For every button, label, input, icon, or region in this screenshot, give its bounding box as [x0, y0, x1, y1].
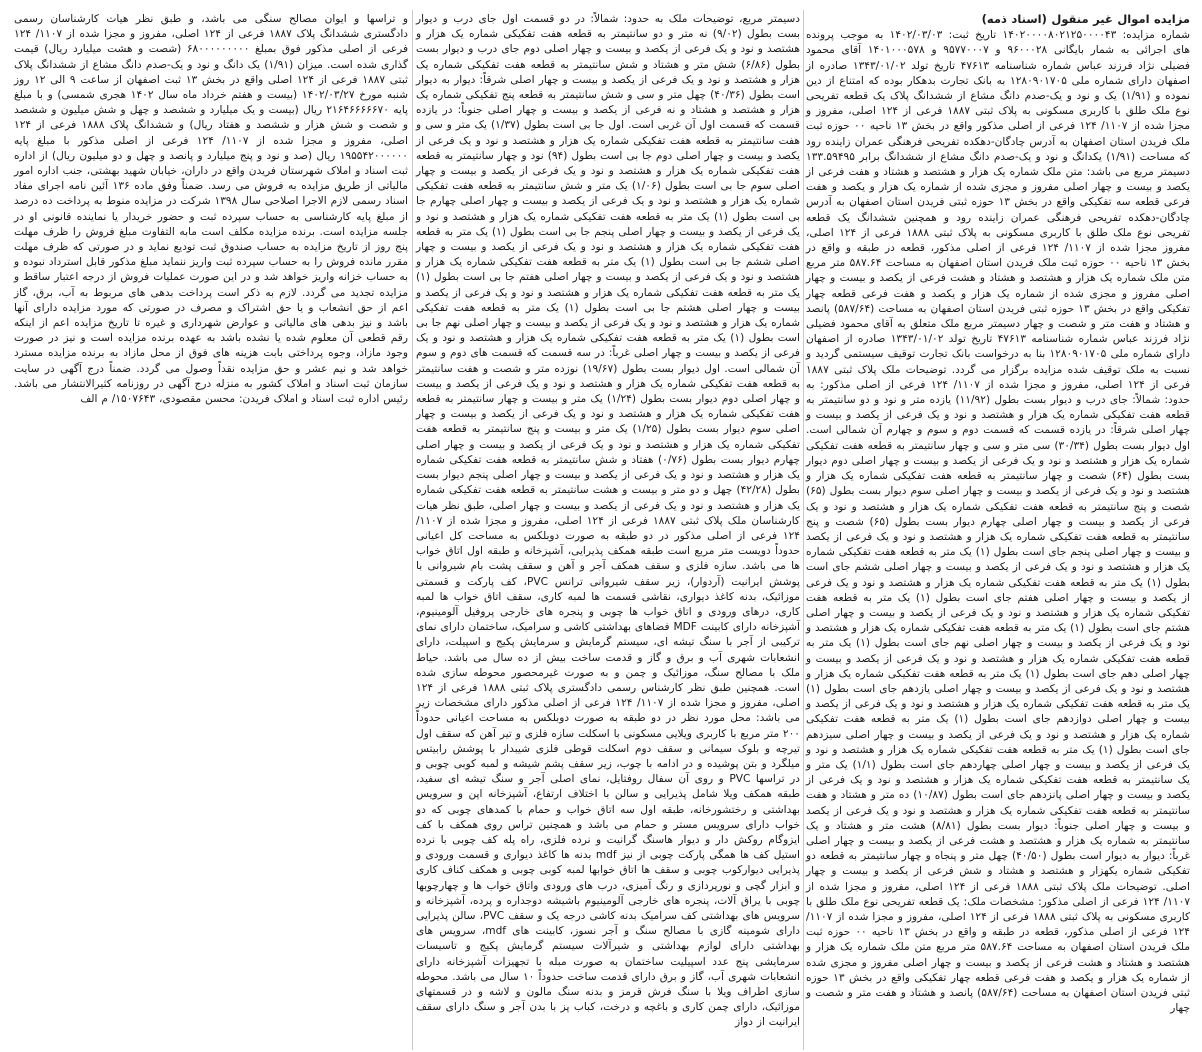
column-divider: [412, 10, 413, 1050]
column-3-body: و تراسها و ایوان مصالح سنگی می باشد، و طبق نظر هیات کارشناسان رسمی دادگستری ششدانگ پلاک ۱۸۸۷ فرعی از ۱۲۴ اصلی، مفروز و مجزا شده از ۱۱۰۷/ ۱۲۴ فرعی از اصلی مذکور فوق بمبلغ ۶۸۰۰۰۰۰۰۰۰۰ (شصت و هشت میلیارد ریال) قیمت گذاری شده است. میزان (۱/۹۱) یک دانگ و نود و یک-صدم دانگ مشاع از ششدانگ پلاک ثبتی ۱۸۸۷ فرعی از ۱۲۴ اصلی واقع در بخش ۱۳ ثبت اصفهان از ساعت ۹ الی ۱۲ روز شنبه مورخ ۱۴۰۲/۰۳/۲۷ (بیست و هفتم خرداد ماه سال ۱۴۰۲ هجری شمسی) و با مبلغ پایه ۲۱۶۴۶۶۶۶۶۷۰ ریال (بیست و یک میلیارد و ششصد و چهل و شش میلیون و ششصد و شصت و شش هزار و ششصد و هفتاد ریال) و ششدانگ پلاک ۱۸۸۸ فرعی از ۱۲۴ اصلی، مفروز و مجزا شده از ۱۱۰۷/ ۱۲۴ فرعی از اصلی مذکور با مبلغ پایه ۱۹۵۵۴۲۰۰۰۰۰۰ ریال (صد و نود و پنج میلیارد و پانصد و چهل و دو میلیون ریال) از اداره ثبت اسناد و املاک شهرستان فریدن واقع در داران، خیابان شهید بهشتی، جنب اداره امور مالیاتی از طریق مزایده به فروش می رسد. ضمناً وفق ماده ۱۳۶ آئین نامه اجرای مفاد اسناد رسمی لازم الاجرا اصلاحی سال ۱۳۹۸ شرکت در مزایده منوط به پرداخت ده درصد از مبلغ پایه کارشناسی به حساب سپرده ثبت و حضور خریدار یا نماینده قانونی او در جلسه مزایده است. برنده مزایده مکلف است مابه التفاوت مبلغ فروش را ظرف مهلت پنج روز از تاریخ مزایده به حساب صندوق ثبت تودیع نماید و در صورتی که ظرف مهلت مقرر مانده فروش را به حساب سپرده ثبت واریز ننماید مبلغ مذکور قابل استرداد نبوده و به حساب خزانه واریز خواهد شد و در این صورت عملیات فروش از درجه اعتبار ساقط و مزایده تجدید می گردد. لازم به ذکر است پرداخت بدهی های مربوط به آب، برق، گاز اعم از حق انشعاب و یا حق اشتراک و مصرف در صورتی که مورد مزایده دارای آنها باشد و نیز بدهی های مالیاتی و عوارض شهرداری و غیره تا تاریخ مزایده اعم از اینکه رقم قطعی آن معلوم شده یا نشده باشد به عهده برنده مزایده است و نیز در صورت وجود مازاد، وجوه پرداختی بابت هزینه های فوق از محل مازاد به برنده مزایده مسترد خواهد شد و نیم عشر و حق مزایده نقداً وصول می گردد. ضمناً درج آگهی در سایت سازمان ثبت اسناد و املاک کشور به منزله درج آگهی در روزنامه کثیرالانتشار می باشد. رئیس اداره ثبت اسناد و املاک فریدن: محسن مقصودی، ۱۵۰۷۶۴۳/ م الف: [14, 13, 409, 406]
column-divider: [803, 10, 804, 1050]
column-2-body: دسیمتر مربع، توضیحات ملک به حدود: شمالاً: در دو قسمت اول جای درب و دیوار بست بطول (۹/۰۲) نه متر و دو سانتیمتر به قطعه هفت تفکیکی شماره یک هزار و هشتصد و نود و یک فرعی از یکصد و بیست و چهار اصلی دوم جای درب و دیوار بست بطول (۶/۸۶) شش متر و هشتاد و شش سانتیمتر به قطعه هفت تفکیکی شماره یک هزار و هشتصد و نود و یک فرعی از یکصد و بیست و چهار اصلی شرقاً: دیوار به دیوار است بطول (۴۰/۳۶) چهل متر و سی و شش سانتیمتر به قطعه پنج تفکیکی شماره یک هزار و هشتصد و هشتاد و نه فرعی از یکصد و بیست و چهار اصلی جنوباً: در یازده قسمت که قسمت اول آن غربی است. اول جا بی است بطول (۱/۳۷) یک متر و سی و هفت سانتیمتر به قطعه هفت تفکیکی شماره یک هزار و هشتصد و نود و یک فرعی از یکصد و بیست و چهار اصلی دوم جا بی است بطول (۹۴) نود و چهار سانتیمتر به قطعه هفت تفکیکی شماره یک هزار و هشتصد و نود و یک فرعی از یکصد و بیست و چهار اصلی سوم جا بی است بطول (۱/۰۶) یک متر و شش سانتیمتر به قطعه هفت تفکیکی شماره یک هزار و هشتصد و نود و یک فرعی از یکصد و بیست و چهار اصلی چهارم جا بی است بطول (۱) یک متر به قطعه هفت تفکیکی شماره یک هزار و هشتصد و نود و یک فرعی از یکصد و بیست و چهار اصلی پنجم جا بی است بطول (۱) یک متر به قطعه هفت تفکیکی شماره یک هزار و هشتصد و نود و یک فرعی از یکصد و بیست و چهار اصلی ششم جا بی است بطول (۱) یک متر به قطعه هفت تفکیکی شماره یک هزار و هشتصد و نود و یک فرعی از یکصد و بیست و چهار اصلی هفتم جا بی است بطول (۱) یک متر به قطعه هفت تفکیکی شماره یک هزار و هشتصد و نود و یک فرعی از یکصد و بیست و چهار اصلی هشتم جا بی است بطول (۱) یک متر به قطعه هفت تفکیکی شماره یک هزار و هشتصد و نود و یک فرعی از یکصد و بیست و چهار اصلی نهم جا بی است بطول (۱) یک متر به قطعه هفت تفکیکی شماره یک هزار و هشتصد و نود و یک فرعی از یکصد و بیست و چهار اصلی غرباً: در سه قسمت که قسمت های دوم و سوم آن شمالی است. اول دیوار بست بطول (۱۹/۶۷) نوزده متر و شصت و هفت سانتیمتر به قطعه هفت تفکیکی شماره یک هزار و هشتصد و نود و یک فرعی از یکصد و بیست و چهار اصلی دوم دیوار بست بطول (۱/۲۴) یک متر و بیست و چهار سانتیمتر به قطعه هفت تفکیکی شماره یک هزار و هشتصد و نود و یک فرعی از یکصد و بیست و چهار اصلی سوم دیوار بست بطول (۱/۲۵) یک متر و بیست و پنج سانتیمتر به قطعه هفت تفکیکی شماره یک هزار و هشتصد و نود و یک فرعی از یکصد و بیست و چهار اصلی چهارم دیوار بست بطول (۰/۷۶) هفتاد و شش سانتیمتر به قطعه هفت تفکیکی شماره یک هزار و هشتصد و نود و یک فرعی از یکصد و بیست و چهار اصلی پنجم دیوار بست بطول (۴۲/۲۸) چهل و دو متر و بیست و هشت سانتیمتر به قطعه هفت تفکیکی شماره یک هزار و هشتصد و نود و یک فرعی از یکصد و بیست و چهار اصلی، طبق نظر هیات کارشناسان ملک پلاک ثبتی ۱۸۸۷ فرعی از ۱۲۴ اصلی، مفروز و مجزا شده از ۱۱۰۷/ ۱۲۴ فرعی از اصلی مذکور در دو طبقه به صورت دوبلکس به مساحت کل اعیانی حدوداً دویست متر مربع است طبقه همکف پذیرایی، آشپزخانه و طبقه اول اتاق خواب ها می باشد. سازه فلزی و سقف همکف آجر و آهن و سقف پشت بام شیروانی با پوشش ایرانیت (آردوار)، زیر سقف شیروانی ترانس PVC، کف پارکت و قسمتی موزائیک، بدنه کاغذ دیواری، نقاشی قسمت ها لمبه کاری، سقف اتاق خواب ها لمبه کاری، درهای ورودی و اتاق خواب ها چوبی و پنجره های خارجی پروفیل آلومینیوم، آشپزخانه دارای کابینت MDF فضاهای بهداشتی کاشی و سرامیک، ساختمان دارای نمای ترکیبی از آجر با سنگ تیشه ای، سیستم گرمایش و سرمایش پکیج و اسپیلت، دارای انشعابات شهری آب و برق و گاز و قدمت ساخت بیش از ده سال می باشد. حیاط ملک با مصالح سنگ، موزائیک و چمن و به صورت غیرمحصور محوطه سازی شده است. همچنین طبق نظر کارشناس رسمی دادگستری پلاک ثبتی ۱۸۸۸ فرعی از ۱۲۴ اصلی، مفروز و مجزا شده از ۱۱۰۷/ ۱۲۴ فرعی از اصلی مذکور دارای مشخصات زیر می باشد: محل مورد نظر در دو طبقه به صورت دوبلکس به مساحت اعیانی حدوداً ۲۰۰ متر مربع با کاربری ویلایی مسکونی با اسکلت سازه فلزی و تیر آهن که سقف اول تیرچه و بلوک سیمانی و سقف دوم اسکلت قوطی فلزی شیبدار با پوشش رابیتس میلگرد و بتن پوشیده و در ادامه با چوب، زیر سقف پشم شیشه و لمبه کوبی چوبی و در تراسها PVC و روی آن سفال روفتایل، نمای اصلی آجر و سنگ تیشه ای سفید، طبقه همکف ویلا شامل پذیرایی و سالن با اختلاف ارتفاع، آشپزخانه اپن و سرویس بهداشتی و رختشورخانه، طبقه اول سه اتاق خواب و حمام با کمدهای چوبی که دو خواب دارای سرویس مستر و حمام می باشد و همچنین تراس روی همکف با کف ایزوگام روکش دار و دیوار هاسنگ گرانیت و نرده فلزی، راه پله کف چوبی با نرده استیل کف ها همگی پارکت چوبی از نیز mdf بدنه ها کاغذ دیواری و قسمت ورودی و پذیرایی دیوارکوب چوبی و سقف ها اتاق خوابها لمبه کوبی چوبی و همکف کناف کاری و ابزار گچی و نورپردازی و رنگ آمیزی، درب های ورودی واتاق خواب ها و چهارچوبها چوبی با یراق آلات، پنجره های خارجی آلومینیوم باشیشه دوجداره و پرده، آشپزخانه و سرویس های بهداشتی کف سرامیک بدنه کاشی درجه یک و سقف PVC، سالن پذیرایی دارای شومینه گازی با مصالح سنگ و آجر نسوز، کابینت های mdf، سرویس های بهداشتی دارای لوازم بهداشتی و شیرآلات سیستم گرمایش پکیج و تاسیسات سرمایشی پنج عدد اسپیلیت ساختمان به صورت مبله با تجهیزات آشپزخانه دارای انشعابات شهری آب، گاز و برق دارای قدمت ساخت حدوداً ۱۰ سال می باشد. محوطه سازی اطراف ویلا با سنگ فرش قرمز و بدنه سنگ مالون و لاشه و در قسمتهای موزائیک، دارای چمن کاری و باغچه و درخت، کباب پز با بدن آجر و سنگ دارای سقف ایرانیت از دواز: [416, 13, 801, 1029]
notice-title: مزایده اموال غیر منقول (اسناد ذمه): [981, 12, 1190, 26]
text-column-3: [14, 12, 409, 406]
text-column-2: [416, 12, 800, 1048]
column-1-body: شماره مزایده: ۱۴۰۲۰۰۰۰۸۰۲۱۲۵۰۰۰۰۴۳ تاریخ ثبت: ۱۴۰۲/۰۳/۰۳ به موجب پرونده های اجرائی به شمار بایگانی ۹۶۰۰۰۲۸ و ۹۵۷۷۰۰۰۷ و ۱۴۰۱۰۰۰۵۷۸ آقای محمود فضیلی نژاد فرزند عباس شماره شناسنامه ۴۷۶۱۳ تاریخ تولد ۱۳۴۳/۰۱/۰۲ صادره از اصفهان دارای شماره ملی ۱۲۸۰۹۰۱۷۰۵ به بانک تجارت بدهکار بوده که امتناع از دین نموده و (۱/۹۱) یک و نود و یک-صدم دانگ مشاع از ششدانگ پلاک یک قطعه تفریحی نوع ملک طلق با کاربری مسکونی به پلاک ثبتی ۱۸۸۷ فرعی از ۱۲۴ اصلی، مفروز و مجزا شده از ۱۱۰۷/ ۱۲۴ فرعی از اصلی مذکور واقع در بخش ۱۳ ناحیه ۰۰ حوزه ثبت ملک فریدن استان اصفهان به آدرس چادگان-دهکده تفریحی فرهنگی عمران زاینده رود که مساحت (۱/۹۱) یکدانگ و نود و یک-صدم دانگ مشاع از ششدانگ برابر ۱۳۳.۵۹۴۹۵ دسیمتر مربع می باشد: متن ملک شماره یک هزار و هشتصد و هشتاد و هفت فرعی از یکصد و بیست و چهار اصلی مفروز و مجزی شده از شماره یک هزار و یکصد و هفت فرعی قطعه سه تفکیکی واقع در بخش ۱۳ حوزه ثبتی فریدن استان اصفهان به آدرس چادگان-دهکده تفریحی فرهنگی عمران زاینده رود و همچنین ششدانگ یک قطعه تفریحی نوع ملک طلق با کاربری مسکونی به پلاک ثبتی ۱۸۸۸ فرعی از ۱۲۴ اصلی، مفروز مجزا شده از ۱۱۰۷/ ۱۲۴ فرعی از اصلی مذکور، قطعه در طبقه و واقع در بخش ۱۳ ناحیه ۰۰ حوزه ثبت ملک فریدن استان اصفهان به مساحت ۵۸۷.۶۴ متر مربع متن ملک شماره یک هزار و هشتصد و هشتاد و هشت فرعی از یکصد و بیست و چهار اصلی مفروز و مجزی شده از شماره یک هزار و یکصد و هفت فرعی قطعه چهار تفکیکی واقع در بخش ۱۳ حوزه ثبتی فریدن استان اصفهان به مساحت (۵۸۷/۶۴) پانصد و هشتاد و هفت متر و شصت و چهار دسیمتر مربع ملک متعلق به آقای محمود فضیلی نژاد فرزند عباس شماره شناسنامه ۴۷۶۱۳ تاریخ تولد ۱۳۴۳/۰۱/۰۲ صادره از اصفهان دارای شماره ملی ۱۲۸۰۹۰۱۷۰۵ بنا به درخواست بانک تجارت توقیف سیستمی گردید و نسبت به ملک توقیف شده مزایده برگزار می گردد. توضیحات ملک پلاک ثبتی ۱۸۸۷ فرعی از ۱۲۴ اصلی، مفروز و مجزا شده از ۱۱۰۷/ ۱۲۴ فرعی از اصلی مذکور: به حدود: شمالاً: جای درب و دیوار بست بطول (۱۱/۹۲) یازده متر و نود و دو سانتیمتر به قطعه هفت تفکیکی شماره یک هزار و هشتصد و نود و یک فرعی از یکصد و بیست و چهار اصلی شرقاً: در یازده قسمت که قسمت دوم و سوم و چهارم آن شمالی است. اول دیوار بست بطول (۳۰/۳۴) سی متر و سی و چهار سانتیمتر به قطعه هفت تفکیکی شماره یک هزار و هشتصد و نود و یک فرعی از یکصد و بیست و چهار اصلی دوم دیوار بست بطول (۶۴) شصت و چهار سانتیمتر به قطعه هفت تفکیکی شماره یک هزار و هشتصد و نود و یک فرعی از یکصد و بیست و چهار اصلی سوم دیوار بست بطول (۶۵) شصت و پنج سانتیمتر به قطعه هفت تفکیکی شماره یک هزار و هشتصد و نود و یک فرعی از یکصد و بیست و چهار اصلی چهارم دیوار بست بطول (۶۵) شصت و پنج سانتیمتر به قطعه هفت تفکیکی شماره یک هزار و هشتصد و نود و یک فرعی از یکصد و بیست و چهار اصلی پنجم جای است بطول (۱) یک متر به قطعه هفت تفکیکی شماره یک هزار و هشتصد و نود و یک فرعی از یکصد و بیست و چهار اصلی ششم جای است بطول (۱) یک متر به قطعه هفت تفکیکی شماره یک هزار و هشتصد و نود و یک فرعی از یکصد و بیست و چهار اصلی هفتم جای است بطول (۱) یک متر به قطعه هفت تفکیکی شماره یک هزار و هشتصد و نود و یک فرعی از یکصد و بیست و چهار اصلی هشتم جای است بطول (۱) یک متر به قطعه هفت تفکیکی شماره یک هزار و هشتصد و نود و یک فرعی از یکصد و بیست و چهار اصلی نهم جای است بطول (۱) یک متر به قطعه هفت تفکیکی شماره یک هزار و هشتصد و نود و یک فرعی از یکصد و بیست و چهار اصلی دهم جای است بطول (۱) یک متر به قطعه هفت تفکیکی شماره یک هزار و هشتصد و نود و یک فرعی از یکصد و بیست و چهار اصلی یازدهم جای است بطول (۱) یک متر به قطعه هفت تفکیکی شماره یک هزار و هشتصد و نود و یک فرعی از یکصد و بیست و چهار اصلی دوازدهم جای است بطول (۱) یک متر به قطعه هفت تفکیکی شماره یک هزار و هشتصد و نود و یک فرعی از یکصد و بیست و چهار اصلی سیزدهم جای است بطول (۱) یک متر به قطعه هفت تفکیکی شماره یک هزار و هشتصد و نود و یک فرعی از یکصد و بیست و چهار اصلی چهاردهم جای است بطول (۱/۱) یک متر و یک سانتیمتر به قطعه هفت تفکیکی شماره یک هزار و هشتصد و نود و یک فرعی از یکصد و بیست و چهار اصلی پانزدهم جای است بطول (۱۰/۸۷) ده متر و هشتاد و هفت سانتیمتر به قطعه هفت تفکیکی شماره یک هزار و هشتصد و نود و یک فرعی از یکصد و بیست و چهار اصلی جنوباً: دیوار بست بطول (۸/۸۱) هشت متر و هشتاد و یک سانتیمتر به شماره یک هزار و هشتصد و هشت فرعی از یکصد و بیست و چهار اصلی غرباً: دیوار به دیوار است بطول (۴۰/۵۰) چهل متر و پنجاه و چهار سانتیمتر به قطعه دو تفکیکی شماره یکهزار و هشتصد و هشتاد و شش فرعی از یکصد و بیست و چهار اصلی. توضیحات ملک پلاک ثبتی ۱۸۸۸ فرعی از ۱۲۴ اصلی، مفروز و مجزا شده از ۱۱۰۷/ ۱۲۴ فرعی از اصلی مذکور: مشخصات ملک: یک قطعه تفریحی نوع ملک طلق با کاربری مسکونی به پلاک ثبتی ۱۸۸۸ فرعی از ۱۲۴ اصلی، مفروز و مجزا شده از ۱۱۰۷/ ۱۲۴ فرعی از اصلی مذکور، قطعه در طبقه و واقع در بخش ۱۳ ناحیه ۰۰ حوزه ثبت ملک فریدن استان اصفهان به مساحت ۵۸۷.۶۴ متر مربع متن ملک شماره یک هزار و هشتصد و هشتاد و هشت فرعی از یکصد و بیست و چهار اصلی مفروز و مجزی شده از شماره یک هزار و یکصد و هفت فرعی قطعه چهار تفکیکی واقع در بخش ۱۳ حوزه ثبتی فریدن استان اصفهان به مساحت (۵۸۷/۶۴) پانصد و هشتاد و هفت متر و شصت و چهار: [806, 29, 1191, 1015]
text-column-1: [806, 12, 1190, 1048]
